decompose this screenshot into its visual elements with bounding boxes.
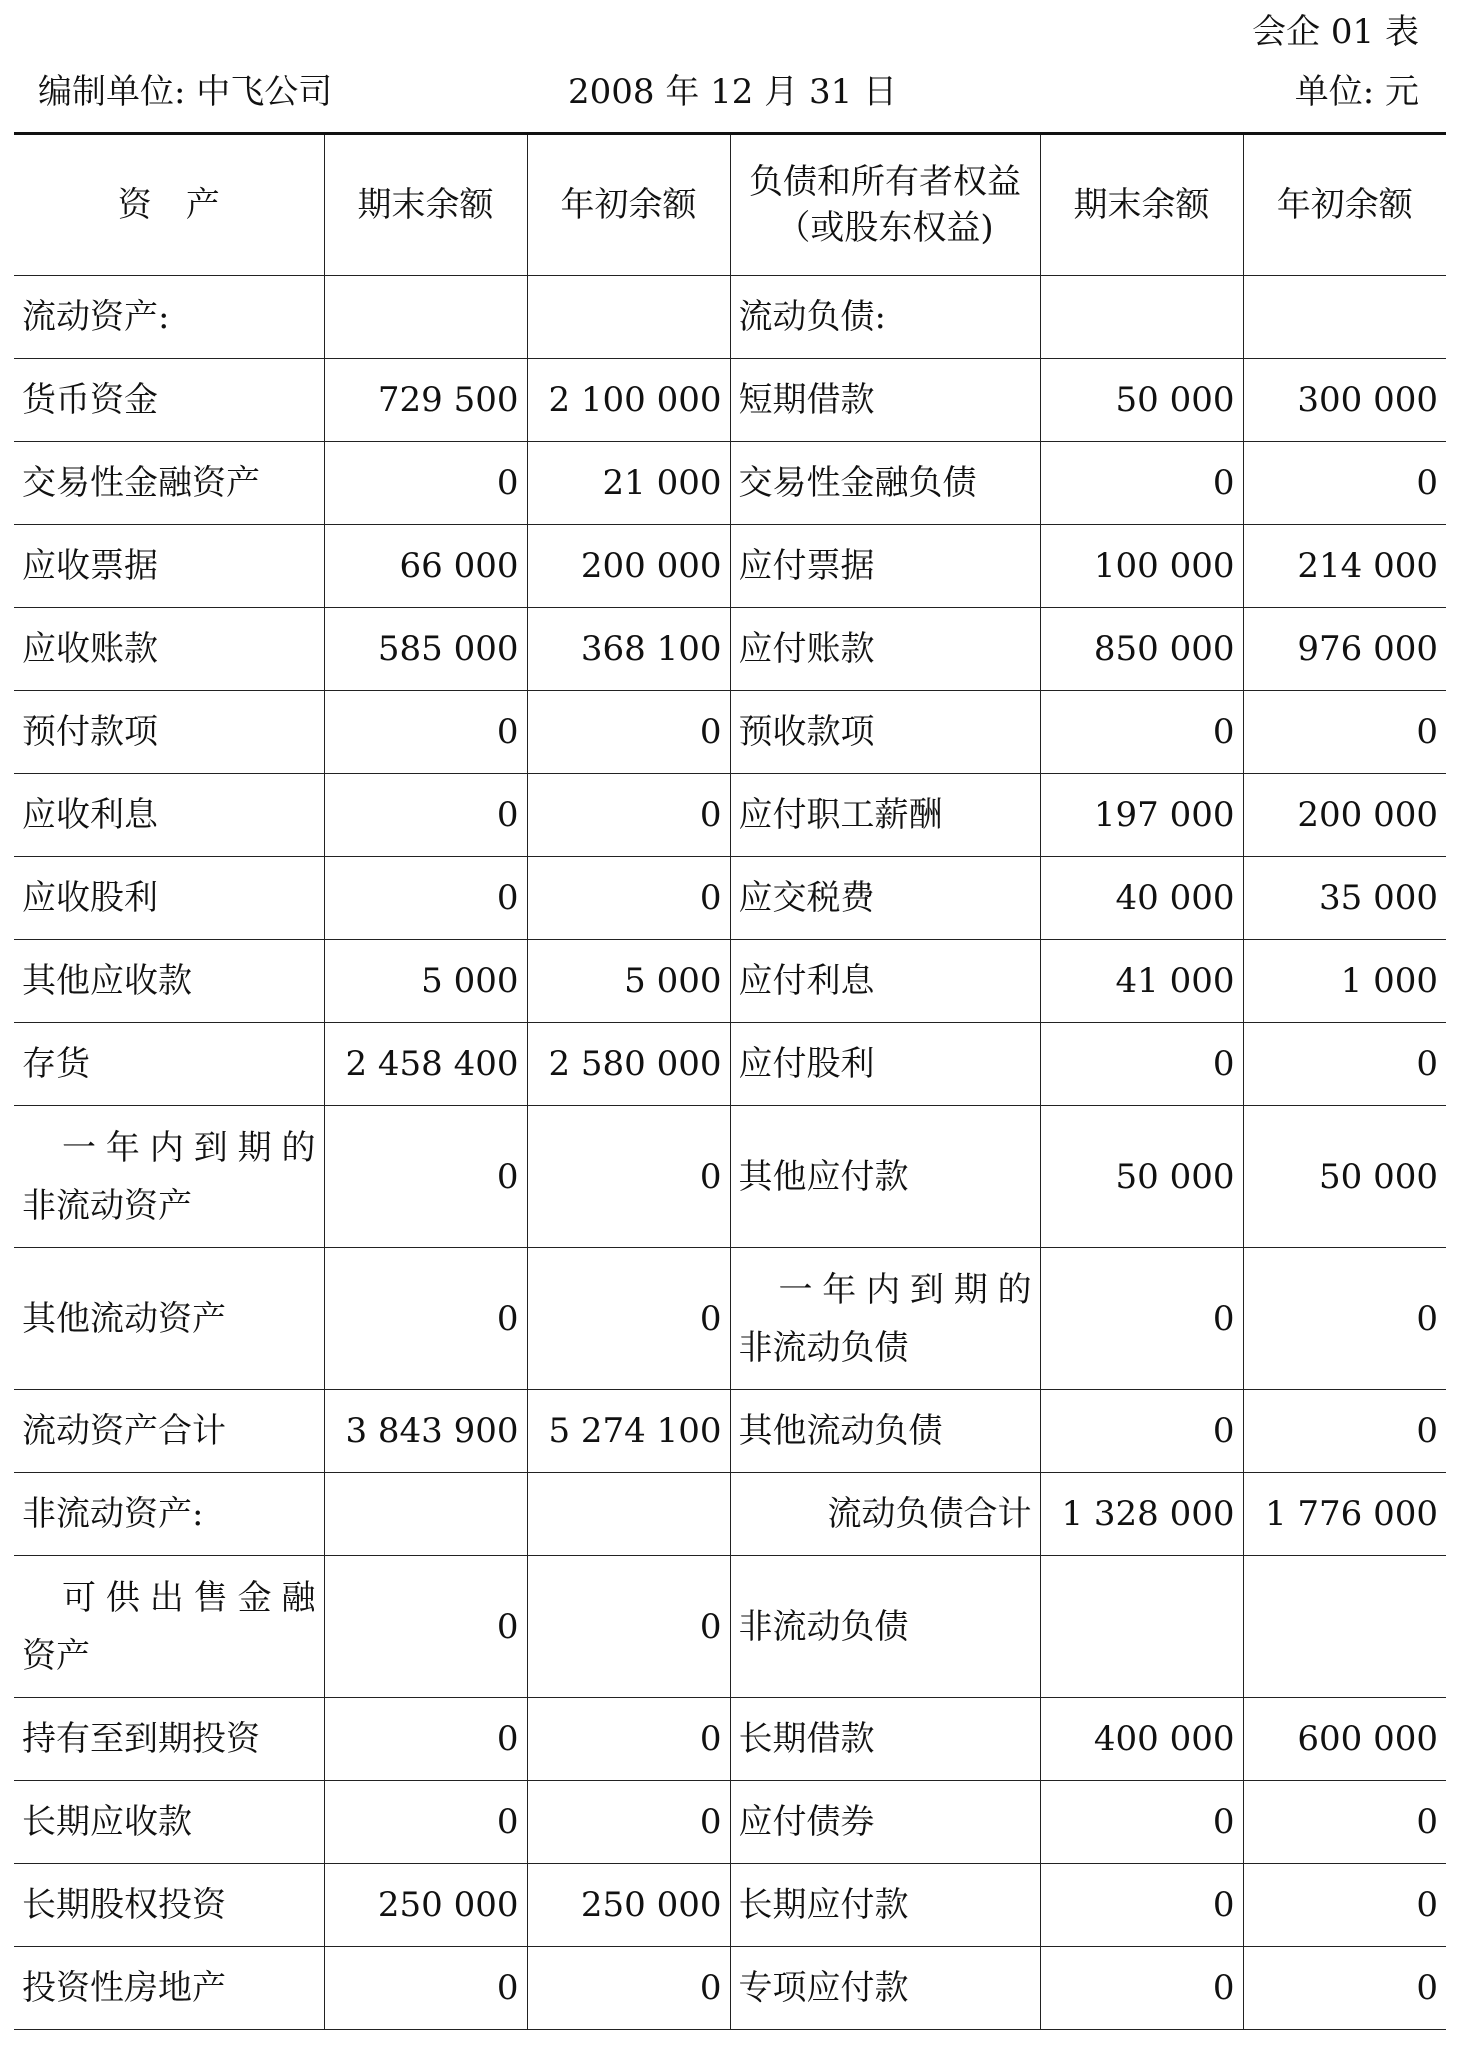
table-row bbox=[14, 691, 1446, 774]
asset-begin-value: 0 bbox=[527, 1556, 730, 1698]
asset-item-label: 应收股利 bbox=[14, 857, 324, 940]
table-row bbox=[14, 1106, 1446, 1248]
asset-end-value: 0 bbox=[324, 1106, 527, 1248]
liability-item-label: 专项应付款 bbox=[730, 1947, 1040, 2030]
table-row bbox=[14, 1698, 1446, 1781]
table-row bbox=[14, 276, 1446, 359]
table-row bbox=[14, 525, 1446, 608]
asset-end-value: 0 bbox=[324, 1781, 527, 1864]
asset-begin-value: 0 bbox=[527, 1947, 730, 2030]
liab-end-value bbox=[1040, 1556, 1243, 1698]
liab-begin-value: 1 776 000 bbox=[1243, 1473, 1446, 1556]
asset-end-value: 0 bbox=[324, 774, 527, 857]
asset-begin-value: 0 bbox=[527, 1106, 730, 1248]
header-row bbox=[14, 134, 1446, 276]
liab-end-value: 0 bbox=[1040, 1781, 1243, 1864]
asset-end-value: 585 000 bbox=[324, 608, 527, 691]
asset-end-value: 5 000 bbox=[324, 940, 527, 1023]
asset-label-line-1: 一年内到期的 bbox=[62, 1127, 316, 1168]
table-row bbox=[14, 359, 1446, 442]
asset-item-label: 应收账款 bbox=[14, 608, 324, 691]
liab-end-value: 50 000 bbox=[1040, 1106, 1243, 1248]
asset-label-line-2: 非流动资产 bbox=[22, 1185, 192, 1226]
liab-begin-value: 1 000 bbox=[1243, 940, 1446, 1023]
table-row bbox=[14, 1473, 1446, 1556]
table-row bbox=[14, 1947, 1446, 2030]
liab-end-value: 40 000 bbox=[1040, 857, 1243, 940]
table-row bbox=[14, 774, 1446, 857]
asset-begin-value: 21 000 bbox=[527, 442, 730, 525]
liability-item-label: 其他应付款 bbox=[730, 1106, 1040, 1248]
liability-section-label: 流动负债: bbox=[730, 276, 1040, 359]
liab-begin-value: 0 bbox=[1243, 1864, 1446, 1947]
liab-end-value: 197 000 bbox=[1040, 774, 1243, 857]
liab-end-value: 0 bbox=[1040, 691, 1243, 774]
asset-end-value: 0 bbox=[324, 1698, 527, 1781]
asset-item-label: 其他流动资产 bbox=[14, 1248, 324, 1390]
asset-begin-value: 0 bbox=[527, 1781, 730, 1864]
liab-begin-value: 0 bbox=[1243, 442, 1446, 525]
liability-item-label bbox=[730, 1248, 1040, 1390]
asset-end-value: 0 bbox=[324, 1556, 527, 1698]
liability-item-label: 应付账款 bbox=[730, 608, 1040, 691]
asset-item-label: 长期股权投资 bbox=[14, 1864, 324, 1947]
asset-end-value: 3 843 900 bbox=[324, 1390, 527, 1473]
asset-item-label: 存货 bbox=[14, 1023, 324, 1106]
asset-begin-value: 250 000 bbox=[527, 1864, 730, 1947]
col-header-asset-begin: 年初余额 bbox=[527, 134, 730, 276]
liability-label-line-2: 非流动负债 bbox=[738, 1327, 909, 1368]
asset-begin-value: 2 100 000 bbox=[527, 359, 730, 442]
liab-end-value bbox=[1040, 276, 1243, 359]
liability-item-label: 短期借款 bbox=[730, 359, 1040, 442]
asset-item-label: 预付款项 bbox=[14, 691, 324, 774]
liab-end-value: 1 328 000 bbox=[1040, 1473, 1243, 1556]
col-header-asset-end: 期末余额 bbox=[324, 134, 527, 276]
liability-subtotal-label: 流动负债合计 bbox=[730, 1473, 1040, 1556]
asset-item-label: 长期应收款 bbox=[14, 1781, 324, 1864]
asset-begin-value: 0 bbox=[527, 774, 730, 857]
liability-item-label: 应交税费 bbox=[730, 857, 1040, 940]
asset-item-label: 持有至到期投资 bbox=[14, 1698, 324, 1781]
liab-begin-value bbox=[1243, 1556, 1446, 1698]
col-header-asset: 资 产 bbox=[14, 134, 324, 276]
currency-unit: 单位: 元 bbox=[1294, 72, 1419, 112]
liab-begin-value: 300 000 bbox=[1243, 359, 1446, 442]
col-header-liab-begin: 年初余额 bbox=[1243, 134, 1446, 276]
asset-section-label: 非流动资产: bbox=[14, 1473, 324, 1556]
liab-end-value: 50 000 bbox=[1040, 359, 1243, 442]
asset-subtotal-label: 流动资产合计 bbox=[14, 1390, 324, 1473]
asset-end-value: 0 bbox=[324, 1947, 527, 2030]
liab-begin-value: 0 bbox=[1243, 1390, 1446, 1473]
asset-label-line-2: 资产 bbox=[22, 1635, 90, 1676]
table-row bbox=[14, 442, 1446, 525]
liab-begin-value: 0 bbox=[1243, 1781, 1446, 1864]
asset-begin-value: 200 000 bbox=[527, 525, 730, 608]
liability-label-line-1: 一年内到期的 bbox=[778, 1269, 1032, 1310]
col-header-liab-end: 期末余额 bbox=[1040, 134, 1243, 276]
liab-begin-value bbox=[1243, 276, 1446, 359]
liab-begin-value: 200 000 bbox=[1243, 774, 1446, 857]
liab-end-value: 0 bbox=[1040, 1248, 1243, 1390]
liab-end-value: 0 bbox=[1040, 442, 1243, 525]
liab-begin-value: 600 000 bbox=[1243, 1698, 1446, 1781]
asset-end-value: 2 458 400 bbox=[324, 1023, 527, 1106]
table-row bbox=[14, 857, 1446, 940]
asset-end-value: 0 bbox=[324, 691, 527, 774]
liab-end-value: 100 000 bbox=[1040, 525, 1243, 608]
asset-end-value: 0 bbox=[324, 857, 527, 940]
liability-item-label: 应付债券 bbox=[730, 1781, 1040, 1864]
asset-item-label: 交易性金融资产 bbox=[14, 442, 324, 525]
asset-begin-value: 0 bbox=[527, 1698, 730, 1781]
liability-item-label: 交易性金融负债 bbox=[730, 442, 1040, 525]
asset-item-label: 投资性房地产 bbox=[14, 1947, 324, 2030]
asset-end-value: 0 bbox=[324, 1248, 527, 1390]
asset-begin-value: 5 000 bbox=[527, 940, 730, 1023]
balance-sheet-table bbox=[14, 132, 1446, 2030]
liab-end-value: 0 bbox=[1040, 1023, 1243, 1106]
liability-item-label: 应付职工薪酬 bbox=[730, 774, 1040, 857]
table-row bbox=[14, 1248, 1446, 1390]
liability-item-label: 长期应付款 bbox=[730, 1864, 1040, 1947]
liability-item-label: 长期借款 bbox=[730, 1698, 1040, 1781]
asset-item-label: 其他应收款 bbox=[14, 940, 324, 1023]
asset-begin-value: 368 100 bbox=[527, 608, 730, 691]
liab-begin-value: 0 bbox=[1243, 1023, 1446, 1106]
asset-item-label: 货币资金 bbox=[14, 359, 324, 442]
liab-end-value: 850 000 bbox=[1040, 608, 1243, 691]
asset-begin-value: 0 bbox=[527, 1248, 730, 1390]
asset-item-label: 应收利息 bbox=[14, 774, 324, 857]
liab-begin-value: 0 bbox=[1243, 691, 1446, 774]
liab-begin-value: 214 000 bbox=[1243, 525, 1446, 608]
asset-begin-value bbox=[527, 276, 730, 359]
asset-begin-value: 5 274 100 bbox=[527, 1390, 730, 1473]
table-row bbox=[14, 1781, 1446, 1864]
asset-end-value: 66 000 bbox=[324, 525, 527, 608]
asset-item-label bbox=[14, 1106, 324, 1248]
asset-end-value bbox=[324, 276, 527, 359]
asset-item-label bbox=[14, 1556, 324, 1698]
asset-section-label: 流动资产: bbox=[14, 276, 324, 359]
col-header-liability: 负债和所有者权益（或股东权益) bbox=[730, 134, 1040, 276]
table-row bbox=[14, 608, 1446, 691]
liab-end-value: 0 bbox=[1040, 1947, 1243, 2030]
liab-begin-value: 50 000 bbox=[1243, 1106, 1446, 1248]
liability-item-label: 其他流动负债 bbox=[730, 1390, 1040, 1473]
asset-item-label: 应收票据 bbox=[14, 525, 324, 608]
asset-end-value: 0 bbox=[324, 442, 527, 525]
asset-begin-value: 0 bbox=[527, 857, 730, 940]
liab-begin-value: 0 bbox=[1243, 1248, 1446, 1390]
liability-item-label: 预收款项 bbox=[730, 691, 1040, 774]
liab-end-value: 0 bbox=[1040, 1864, 1243, 1947]
table-row bbox=[14, 940, 1446, 1023]
asset-label-line-1: 可供出售金融 bbox=[62, 1577, 316, 1618]
asset-end-value: 729 500 bbox=[324, 359, 527, 442]
table-row bbox=[14, 1556, 1446, 1698]
asset-begin-value bbox=[527, 1473, 730, 1556]
asset-begin-value: 2 580 000 bbox=[527, 1023, 730, 1106]
asset-begin-value: 0 bbox=[527, 691, 730, 774]
table-row bbox=[14, 1864, 1446, 1947]
table-row bbox=[14, 1023, 1446, 1106]
liability-item-label: 应付利息 bbox=[730, 940, 1040, 1023]
liability-item-label: 应付股利 bbox=[730, 1023, 1040, 1106]
asset-end-value: 250 000 bbox=[324, 1864, 527, 1947]
liab-begin-value: 35 000 bbox=[1243, 857, 1446, 940]
liab-begin-value: 0 bbox=[1243, 1947, 1446, 2030]
preparing-unit: 编制单位: 中飞公司 bbox=[38, 72, 333, 112]
table-row bbox=[14, 1390, 1446, 1473]
form-code: 会企 01 表 bbox=[1252, 12, 1419, 52]
liab-end-value: 400 000 bbox=[1040, 1698, 1243, 1781]
liab-end-value: 41 000 bbox=[1040, 940, 1243, 1023]
liability-section-label: 非流动负债 bbox=[730, 1556, 1040, 1698]
liability-item-label: 应付票据 bbox=[730, 525, 1040, 608]
liab-begin-value: 976 000 bbox=[1243, 608, 1446, 691]
liab-end-value: 0 bbox=[1040, 1390, 1243, 1473]
asset-end-value bbox=[324, 1473, 527, 1556]
report-date: 2008 年 12 月 31 日 bbox=[568, 72, 898, 112]
